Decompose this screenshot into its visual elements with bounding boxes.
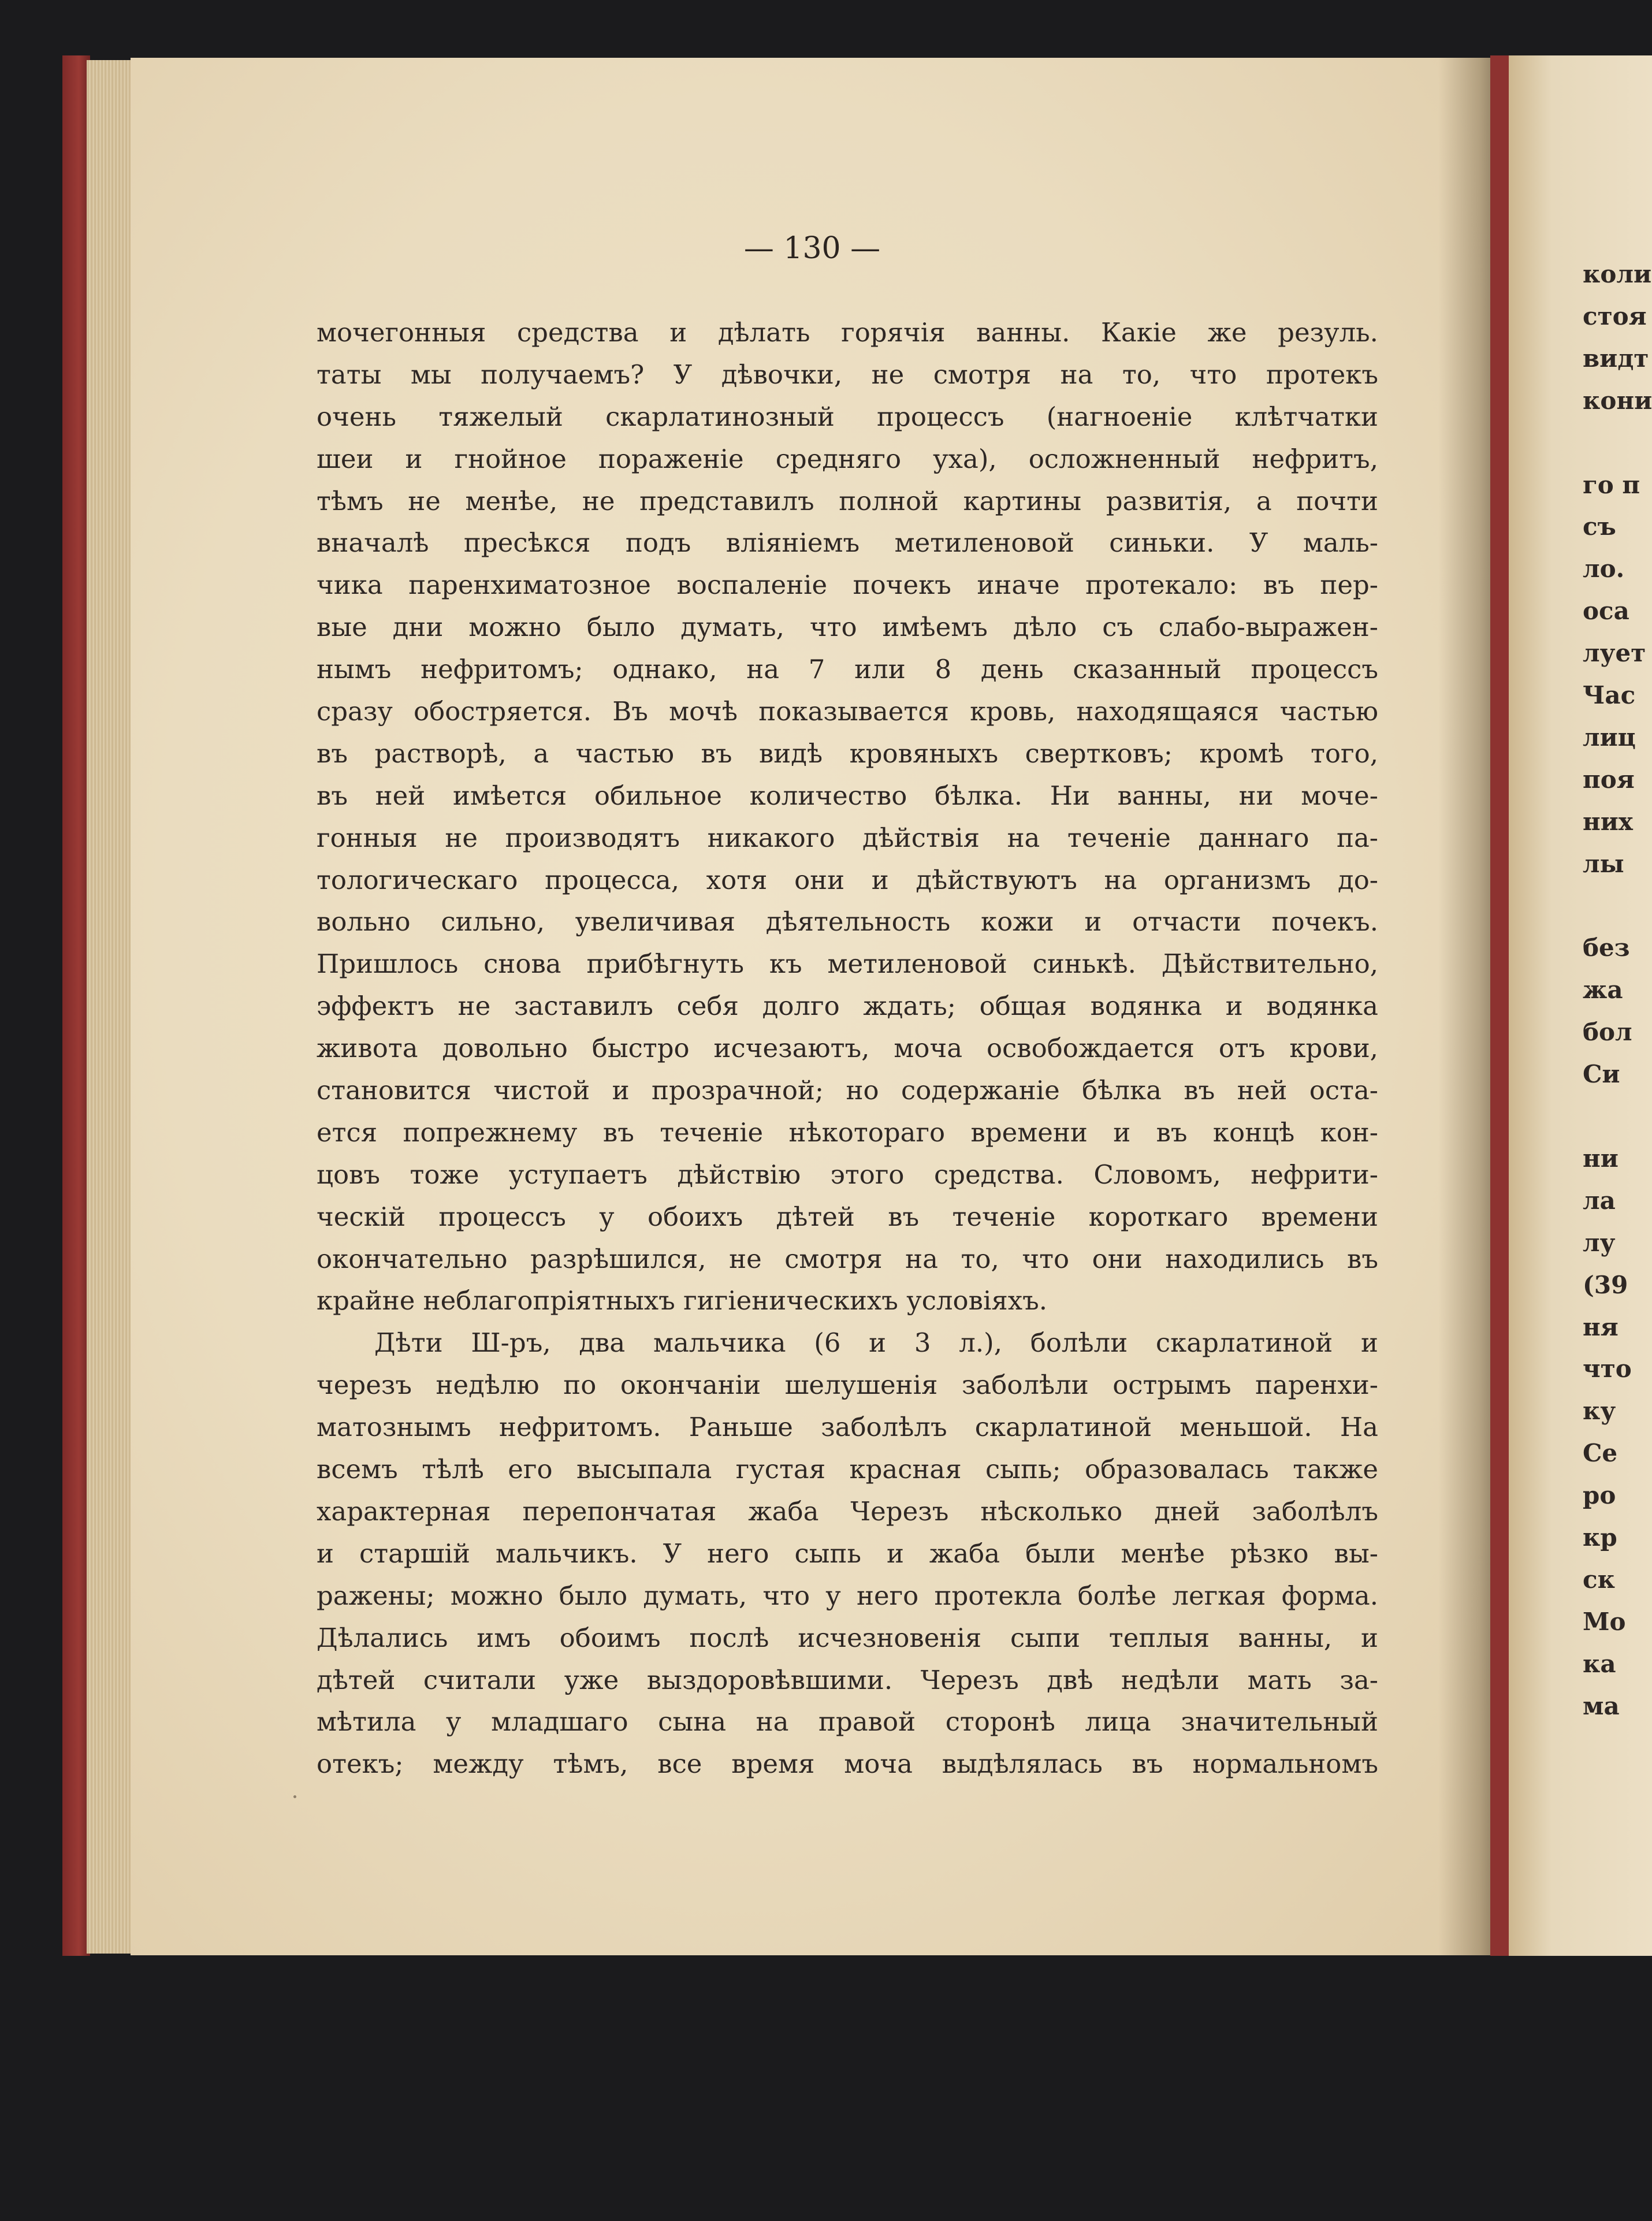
next-page-fragment: лиц xyxy=(1583,723,1636,752)
text-line: и старшій мальчикъ. У него сыпь и жаба были менѣе рѣзко вы- xyxy=(317,1538,1378,1569)
next-page-fragment: без xyxy=(1583,933,1630,962)
next-page-fragment: Се xyxy=(1583,1439,1618,1468)
next-page-fragment: ла xyxy=(1583,1186,1616,1215)
text-line: мочегонныя средства и дѣлать горячія ванны. Какіе же резуль. xyxy=(317,317,1378,348)
text-line: очень тяжелый скарлатинозный процессъ (нагноеніе клѣтчатки xyxy=(317,401,1378,432)
next-page-fragment: кони xyxy=(1583,386,1652,415)
text-line: мѣтила у младшаго сына на правой сторонѣ лица значительный xyxy=(317,1706,1378,1738)
next-page-fragment: ло. xyxy=(1583,555,1625,583)
page-speck xyxy=(293,1795,296,1798)
text-line: дѣтей считали уже выздоровѣвшими. Черезъ двѣ недѣли мать за- xyxy=(317,1664,1378,1695)
text-line: въ растворѣ, а частью въ видѣ кровяныхъ свертковъ; кромѣ того, xyxy=(317,738,1378,769)
book-cover-left-edge xyxy=(62,55,90,1956)
next-page-fragment: оса xyxy=(1583,597,1629,626)
next-page-fragment: жа xyxy=(1583,976,1623,1005)
body-text xyxy=(317,312,1378,1785)
text-line: таты мы получаемъ? У дѣвочки, не смотря на то, что протекъ xyxy=(317,359,1378,390)
next-page-fragment: ма xyxy=(1583,1691,1620,1720)
next-page-fragment: них xyxy=(1583,807,1633,836)
text-line: нымъ нефритомъ; однако, на 7 или 8 день сказанный процессъ xyxy=(317,654,1378,685)
next-page-fragment: (39 xyxy=(1583,1270,1628,1299)
next-page-fragment: ни xyxy=(1583,1144,1618,1173)
next-page-fragment: ня xyxy=(1583,1312,1618,1341)
text-line: вые дни можно было думать, что имѣемъ дѣло съ слабо-выражен- xyxy=(317,612,1378,643)
next-page-text-fragments xyxy=(1583,254,1652,1728)
text-line: матознымъ нефритомъ. Раньше заболѣлъ скарлатиной меньшой. На xyxy=(317,1412,1378,1443)
next-page-fragment: ка xyxy=(1583,1649,1616,1678)
text-line: Дѣти Ш-ръ, два мальчика (6 и 3 л.), болѣли скарлатиной и xyxy=(374,1327,1378,1359)
next-page-fragment: Час xyxy=(1583,681,1636,709)
text-line: чика паренхиматозное воспаленіе почекъ иначе протекало: въ пер- xyxy=(317,570,1378,601)
text-line: ражены; можно было думать, что у него протекла болѣе легкая форма. xyxy=(317,1580,1378,1611)
text-line: ческій процессъ у обоихъ дѣтей въ теченіе короткаго времени xyxy=(317,1201,1378,1232)
next-page-fragment: стоя xyxy=(1583,302,1647,330)
book-page xyxy=(131,58,1494,1955)
next-page-fragment: что xyxy=(1583,1355,1632,1383)
next-page-fragment: ск xyxy=(1583,1565,1615,1594)
text-line: цовъ тоже уступаетъ дѣйствію этого средства. Словомъ, нефрити- xyxy=(317,1159,1378,1190)
next-page-fragment: Мо xyxy=(1583,1607,1626,1636)
text-line: вначалѣ пресѣкся подъ вліяніемъ метиленовой синьки. У маль- xyxy=(317,527,1378,559)
next-page-fragment: лы xyxy=(1583,849,1624,878)
text-line: тологическаго процесса, хотя они и дѣйствуютъ на организмъ до- xyxy=(317,864,1378,895)
text-line: тѣмъ не менѣе, не представилъ полной картины развитія, а почти xyxy=(317,485,1378,516)
next-page-fragment: ро xyxy=(1583,1481,1616,1510)
text-line: крайне неблагопріятныхъ гигіеническихъ условіяхъ. xyxy=(317,1285,1048,1316)
next-page-fragment: бол xyxy=(1583,1018,1632,1047)
text-line: шеи и гнойное пораженіе средняго уха), осложненный нефритъ, xyxy=(317,443,1378,474)
next-page-fragment: видт xyxy=(1583,344,1649,373)
page-stack-edges xyxy=(87,60,134,1954)
text-line: сразу обостряется. Въ мочѣ показывается кровь, находящаяся частью xyxy=(317,696,1378,727)
text-line: Дѣлались имъ обоимъ послѣ исчезновенія сыпи теплыя ванны, и xyxy=(317,1622,1378,1653)
text-line: окончательно разрѣшился, не смотря на то, что они находились въ xyxy=(317,1243,1378,1274)
text-line: черезъ недѣлю по окончаніи шелушенія заболѣли острымъ паренхи- xyxy=(317,1370,1378,1401)
text-line: всемъ тѣлѣ его высыпала густая красная сыпь; образовалась также xyxy=(317,1454,1378,1485)
text-line: въ ней имѣется обильное количество бѣлка. Ни ванны, ни моче- xyxy=(317,780,1378,811)
text-line: вольно сильно, увеличивая дѣятельность кожи и отчасти почекъ. xyxy=(317,906,1378,937)
next-page-fragment: ку xyxy=(1583,1397,1616,1426)
next-page-fragment: кр xyxy=(1583,1523,1617,1552)
text-line: характерная перепончатая жаба Черезъ нѣсколько дней заболѣлъ xyxy=(317,1495,1378,1527)
text-line: гонныя не производятъ никакого дѣйствія на теченіе даннаго па- xyxy=(317,822,1378,853)
next-page-fragment: Си xyxy=(1583,1060,1620,1089)
page-number: — 130 — xyxy=(743,231,881,266)
text-line: Пришлось снова прибѣгнуть къ метиленовой синькѣ. Дѣйствительно, xyxy=(317,948,1378,980)
next-page-fragment: поя xyxy=(1583,765,1635,794)
next-page-fragment: лует xyxy=(1583,639,1646,668)
text-line: становится чистой и прозрачной; но содержаніе бѣлка въ ней оста- xyxy=(317,1075,1378,1106)
text-line: отекъ; между тѣмъ, все время моча выдѣлялась въ нормальномъ xyxy=(317,1748,1378,1780)
next-page-fragment: коли xyxy=(1583,260,1652,288)
next-page-fragment: го п xyxy=(1583,470,1640,499)
text-line: ется попрежнему въ теченіе нѣкотораго времени и въ концѣ кон- xyxy=(317,1117,1378,1148)
next-page-fragment: съ xyxy=(1583,512,1616,541)
book-spine-edge xyxy=(1490,55,1511,1956)
text-line: живота довольно быстро исчезаютъ, моча освобождается отъ крови, xyxy=(317,1033,1378,1064)
next-page-fragment: лу xyxy=(1583,1228,1616,1257)
text-line: эффектъ не заставилъ себя долго ждать; общая водянка и водянка xyxy=(317,991,1378,1022)
